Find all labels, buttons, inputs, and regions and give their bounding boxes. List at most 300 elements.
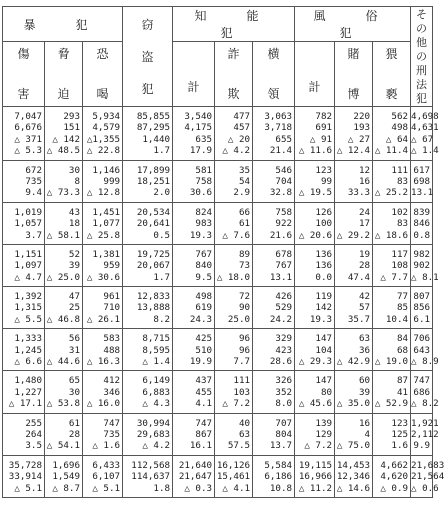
- cell-value: 758: [275, 206, 293, 218]
- table-cell: [335, 287, 373, 329]
- cell-value: △ 11.6: [298, 145, 333, 157]
- cell-value: 1,921: [411, 417, 439, 429]
- cell-value: 982: [413, 248, 431, 260]
- cell-value: 12,346: [336, 471, 371, 483]
- table-cell: [411, 287, 433, 329]
- cell-value: 111: [391, 164, 409, 176]
- cell-value: 40: [238, 417, 251, 429]
- cell-value: 326: [275, 375, 293, 387]
- cell-value: 583: [103, 333, 121, 345]
- table-cell: [3, 329, 45, 371]
- cell-value: 807: [413, 291, 431, 303]
- cell-value: △ 53.8: [46, 398, 80, 410]
- cell-value: 635: [195, 133, 213, 145]
- cell-value: 6,107: [92, 471, 121, 483]
- cell-value: 6.1: [413, 313, 431, 325]
- table-cell: [335, 244, 373, 286]
- cell-value: △ 6.6: [14, 356, 42, 368]
- cell-value: 8.2: [153, 313, 171, 325]
- table-cell: [373, 371, 411, 413]
- cell-value: △ 16.0: [86, 398, 121, 410]
- cell-value: 867: [195, 428, 213, 440]
- table-cell: [3, 371, 45, 413]
- table-cell: [253, 455, 295, 497]
- cell-value: 41: [396, 386, 409, 398]
- cell-value: 19.3: [189, 229, 213, 241]
- table-cell: [411, 455, 444, 497]
- cell-value: 73: [238, 260, 251, 272]
- table-cell: [123, 202, 173, 244]
- cell-value: 57: [358, 302, 371, 314]
- cell-value: 16.1: [189, 440, 213, 452]
- cell-value: 19,725: [136, 248, 171, 260]
- cell-value: 57.5: [227, 440, 251, 452]
- cell-value: 111: [233, 375, 251, 387]
- cell-value: 999: [103, 175, 121, 187]
- cell-value: 16: [358, 417, 371, 429]
- table-cell: [215, 244, 253, 286]
- cell-value: 80: [320, 386, 333, 398]
- cell-value: 39: [358, 386, 371, 398]
- cell-value: 33.3: [347, 187, 371, 199]
- cell-value: 20,534: [136, 206, 171, 218]
- table-row: [3, 455, 433, 497]
- cell-value: 1,146: [92, 164, 121, 176]
- cell-value: 28.6: [269, 356, 293, 368]
- table-cell: [215, 202, 253, 244]
- cell-value: 47.4: [347, 271, 371, 283]
- cell-value: 8.0: [275, 398, 293, 410]
- cell-value: △ 1.6: [92, 440, 121, 452]
- cell-value: 686: [413, 386, 431, 398]
- header-intellect-total: 計: [173, 42, 215, 107]
- cell-value: 19.9: [189, 356, 213, 368]
- cell-value: 425: [195, 333, 213, 345]
- table-cell: [373, 329, 411, 371]
- cell-value: 114,637: [131, 471, 171, 483]
- cell-value: 4,698: [411, 111, 439, 122]
- table-cell: [83, 413, 123, 455]
- cell-value: 68: [396, 344, 409, 356]
- header-theft-char3: 犯: [141, 81, 154, 96]
- cell-value: 139: [315, 417, 333, 429]
- cell-value: 747: [413, 375, 431, 387]
- table-cell: [83, 287, 123, 329]
- cell-value: 29,683: [136, 428, 171, 440]
- table-cell: [3, 455, 45, 497]
- cell-value: 706: [413, 333, 431, 345]
- cell-value: △ 12.4: [336, 145, 371, 157]
- cell-value: 63: [238, 428, 251, 440]
- cell-value: 5,584: [264, 459, 293, 471]
- cell-value: △ 58.1: [46, 229, 80, 241]
- cell-value: △ 4.7: [14, 271, 42, 283]
- header-fraud: 詐 欺: [215, 42, 253, 107]
- cell-value: 16,126: [216, 459, 251, 471]
- cell-value: 617: [413, 164, 431, 176]
- cell-value: 6,433: [92, 459, 121, 471]
- cell-value: 17: [358, 218, 371, 230]
- table-cell: [295, 329, 335, 371]
- cell-value: 52: [68, 248, 80, 260]
- cell-value: 4,175: [184, 122, 213, 134]
- table-cell: [45, 413, 83, 455]
- cell-value: 6,676: [14, 122, 42, 134]
- cell-value: 117: [391, 248, 409, 260]
- cell-value: 7,047: [14, 111, 42, 122]
- cell-value: 1,549: [52, 471, 80, 483]
- header-violent-crimes: 暴 犯: [3, 7, 123, 42]
- table-cell: [295, 371, 335, 413]
- cell-value: 704: [275, 175, 293, 187]
- table-cell: [173, 244, 215, 286]
- table-cell: [253, 160, 295, 202]
- cell-value: 8,715: [142, 333, 171, 345]
- cell-value: 25: [68, 302, 80, 314]
- cell-value: △ 29.3: [298, 356, 333, 368]
- table-cell: [45, 371, 83, 413]
- cell-value: 735: [25, 175, 42, 187]
- cell-value: 30.6: [189, 187, 213, 199]
- table-cell: [173, 413, 215, 455]
- table-cell: [295, 413, 335, 455]
- cell-value: 30,994: [136, 417, 171, 429]
- cell-value: 488: [103, 344, 121, 356]
- cell-value: 21,640: [178, 459, 213, 471]
- cell-value: 1,381: [92, 248, 121, 260]
- cell-value: 546: [275, 164, 293, 176]
- table-cell: [83, 244, 123, 286]
- cell-value: 457: [233, 122, 251, 134]
- cell-value: 7.7: [233, 356, 251, 368]
- cell-value: 767: [195, 248, 213, 260]
- table-cell: [215, 107, 253, 161]
- cell-value: △ 7.2: [222, 398, 251, 410]
- cell-value: 21,683: [411, 459, 444, 471]
- cell-value: 412: [103, 375, 121, 387]
- cell-value: 90: [238, 302, 251, 314]
- cell-value: △ 17.1: [8, 398, 42, 410]
- cell-value: 9.9: [413, 440, 431, 452]
- table-cell: [123, 107, 173, 161]
- cell-value: 39: [68, 260, 80, 272]
- cell-value: 959: [103, 260, 121, 272]
- cell-value: 4,631: [411, 122, 439, 134]
- cell-value: △ 20.6: [298, 229, 333, 241]
- header-gambling: 賭 博: [335, 42, 373, 107]
- cell-value: 136: [315, 260, 333, 272]
- cell-value: 352: [275, 386, 293, 398]
- cell-value: 824: [195, 206, 213, 218]
- table-cell: [45, 244, 83, 286]
- cell-value: 36: [358, 344, 371, 356]
- cell-value: 28: [358, 260, 371, 272]
- cell-value: 136: [315, 248, 333, 260]
- cell-value: △ 4.2: [222, 145, 251, 157]
- table-cell: [253, 413, 295, 455]
- table-cell: [123, 244, 173, 286]
- cell-value: △ 46.8: [46, 313, 80, 325]
- cell-value: 112,568: [131, 459, 171, 471]
- table-cell: [335, 455, 373, 497]
- cell-value: △ 64: [385, 133, 409, 145]
- cell-value: △ 25.8: [86, 229, 121, 241]
- cell-value: 35.7: [347, 313, 371, 325]
- cell-value: 35,728: [8, 459, 42, 471]
- cell-value: 35: [238, 164, 251, 176]
- cell-value: 77: [396, 291, 409, 303]
- cell-value: △ 75.0: [336, 440, 371, 452]
- cell-value: 710: [103, 302, 121, 314]
- cell-value: 2,112: [411, 428, 439, 440]
- cell-value: △ 25.0: [46, 271, 80, 283]
- cell-value: 24: [358, 206, 371, 218]
- cell-value: 30: [68, 164, 80, 176]
- cell-value: 129: [315, 428, 333, 440]
- cell-value: 1,227: [14, 386, 42, 398]
- table-cell: [123, 287, 173, 329]
- cell-value: △ 5.3: [14, 145, 42, 157]
- table-cell: [3, 244, 45, 286]
- cell-value: 125: [391, 428, 409, 440]
- cell-value: 123: [315, 164, 333, 176]
- cell-value: 0.8: [413, 229, 431, 241]
- cell-value: 63: [358, 333, 371, 345]
- cell-value: △ 45.6: [298, 398, 333, 410]
- table-cell: [253, 287, 295, 329]
- cell-value: 4,662: [380, 459, 409, 471]
- cell-value: 4,620: [380, 471, 409, 483]
- table-cell: [173, 455, 215, 497]
- table-cell: [295, 160, 335, 202]
- cell-value: 31: [68, 344, 80, 356]
- cell-value: 437: [195, 375, 213, 387]
- table-cell: [373, 287, 411, 329]
- cell-value: 42: [358, 291, 371, 303]
- cell-value: 96: [238, 333, 251, 345]
- cell-value: 840: [195, 260, 213, 272]
- cell-value: △ 73.3: [46, 187, 80, 199]
- cell-value: 782: [315, 111, 333, 122]
- cell-value: △ 0.3: [184, 482, 213, 494]
- table-cell: [123, 329, 173, 371]
- table-cell: [83, 455, 123, 497]
- table-cell: [335, 329, 373, 371]
- cell-value: 1,245: [14, 344, 42, 356]
- cell-value: 707: [275, 417, 293, 429]
- cell-value: 922: [275, 218, 293, 230]
- cell-value: △ 7.2: [304, 440, 333, 452]
- cell-value: 18,251: [136, 175, 171, 187]
- table-cell: [411, 244, 439, 286]
- table-cell: [215, 329, 253, 371]
- cell-value: 21.6: [269, 229, 293, 241]
- cell-value: △ 14.6: [336, 482, 371, 494]
- cell-value: △ 48.5: [46, 145, 80, 157]
- cell-value: △ 16.3: [86, 356, 121, 368]
- table-cell: [3, 202, 45, 244]
- cell-value: △ 29.2: [336, 229, 371, 241]
- cell-value: △1,355: [86, 133, 121, 145]
- cell-value: △ 27: [347, 133, 371, 145]
- cell-value: △ 18.6: [374, 229, 409, 241]
- cell-value: 119: [315, 291, 333, 303]
- cell-value: 6,186: [264, 471, 293, 483]
- table-cell: [411, 160, 433, 202]
- header-obscenity: 猥 褻: [373, 42, 411, 107]
- table-cell: [295, 202, 335, 244]
- cell-value: 147: [315, 375, 333, 387]
- cell-value: 3,063: [264, 111, 293, 122]
- cell-value: 102: [391, 206, 409, 218]
- cell-value: 123: [391, 417, 409, 429]
- cell-value: △ 44.6: [46, 356, 80, 368]
- table-cell: [253, 371, 295, 413]
- cell-value: 89: [238, 248, 251, 260]
- cell-value: 142: [315, 302, 333, 314]
- cell-value: 13.7: [269, 440, 293, 452]
- table-cell: [45, 160, 83, 202]
- cell-value: 43: [68, 206, 80, 218]
- cell-value: 54: [238, 175, 251, 187]
- cell-value: 10.8: [269, 482, 293, 494]
- cell-value: △ 7.6: [222, 229, 251, 241]
- table-cell: [45, 287, 83, 329]
- cell-value: △ 52.9: [374, 398, 409, 410]
- table-cell: [3, 160, 45, 202]
- table-cell: [295, 244, 335, 286]
- cell-value: △ 35.0: [336, 398, 371, 410]
- cell-value: 1,077: [92, 218, 121, 230]
- cell-value: 16: [358, 175, 371, 187]
- cell-value: △ 142: [52, 133, 80, 145]
- cell-value: 1,057: [14, 218, 42, 230]
- cell-value: 87: [396, 375, 409, 387]
- cell-value: △ 8.2: [411, 398, 439, 410]
- cell-value: △ 5.1: [14, 482, 42, 494]
- cell-value: 1,151: [14, 248, 42, 260]
- table-cell: [295, 455, 335, 497]
- table-cell: [253, 107, 295, 161]
- table-cell: [83, 202, 123, 244]
- cell-value: 17,899: [136, 164, 171, 176]
- cell-value: 21.4: [269, 145, 293, 157]
- cell-value: 5,934: [92, 111, 121, 122]
- cell-value: 65: [68, 375, 80, 387]
- cell-value: △ 22.8: [86, 145, 121, 157]
- cell-value: 1,315: [14, 302, 42, 314]
- cell-value: 21,647: [178, 471, 213, 483]
- cell-value: 220: [353, 111, 371, 122]
- cell-value: 1,480: [14, 375, 42, 387]
- table-cell: [411, 329, 439, 371]
- cell-value: 20,067: [136, 260, 171, 272]
- cell-value: 581: [195, 164, 213, 176]
- cell-value: 104: [315, 344, 333, 356]
- cell-value: △ 8.7: [52, 482, 80, 494]
- cell-value: 477: [233, 111, 251, 122]
- table-cell: [45, 202, 83, 244]
- table-row: [3, 413, 433, 455]
- cell-value: △ 4.2: [142, 440, 171, 452]
- cell-value: 747: [195, 417, 213, 429]
- cell-value: 14,453: [336, 459, 371, 471]
- table-cell: [173, 287, 215, 329]
- cell-value: △ 4.3: [142, 398, 171, 410]
- table-cell: [215, 371, 253, 413]
- cell-value: 3.7: [25, 229, 42, 241]
- cell-value: △ 8.1: [411, 271, 439, 283]
- cell-value: △ 19.0: [374, 356, 409, 368]
- cell-value: 0.5: [153, 229, 171, 241]
- cell-value: 72: [238, 291, 251, 303]
- cell-value: 126: [315, 206, 333, 218]
- cell-value: 1.6: [391, 440, 409, 452]
- cell-value: 735: [103, 428, 121, 440]
- cell-value: 1,019: [14, 206, 42, 218]
- cell-value: 6,883: [142, 386, 171, 398]
- cell-value: 856: [413, 302, 431, 314]
- cell-value: 498: [391, 122, 409, 134]
- cell-value: 103: [233, 386, 251, 398]
- table-cell: [45, 107, 83, 161]
- cell-value: 83: [396, 218, 409, 230]
- cell-value: 108: [391, 260, 409, 272]
- cell-value: 255: [25, 417, 42, 429]
- cell-value: 804: [275, 428, 293, 440]
- cell-value: △ 67: [411, 133, 434, 145]
- table-row: [3, 329, 433, 371]
- cell-value: 747: [103, 417, 121, 429]
- table-row: [3, 107, 433, 161]
- cell-value: 1.8: [153, 482, 171, 494]
- table-cell: [45, 455, 83, 497]
- cell-value: 33,914: [8, 471, 42, 483]
- table-cell: [173, 329, 215, 371]
- cell-value: 264: [25, 428, 42, 440]
- cell-value: 83: [396, 175, 409, 187]
- cell-value: 655: [275, 133, 293, 145]
- cell-value: 25.0: [227, 313, 251, 325]
- cell-value: 12,833: [136, 291, 171, 303]
- table-cell: [215, 160, 253, 202]
- cell-value: △ 91: [309, 133, 333, 145]
- cell-value: 61: [68, 417, 80, 429]
- table-cell: [83, 371, 123, 413]
- cell-value: △ 4.1: [222, 482, 251, 494]
- cell-value: 423: [275, 344, 293, 356]
- cell-value: 758: [195, 175, 213, 187]
- cell-value: 32.8: [269, 187, 293, 199]
- cell-value: △ 0.9: [380, 482, 409, 494]
- table-cell: [411, 413, 439, 455]
- header-theft: [123, 7, 173, 107]
- header-embezzlement: 横 領: [253, 42, 295, 107]
- header-morals-crimes: 風 俗 犯: [295, 7, 411, 42]
- table-cell: [373, 107, 411, 161]
- table-cell: [83, 329, 123, 371]
- cell-value: 691: [315, 122, 333, 134]
- table-cell: [295, 287, 335, 329]
- header-theft-char1: 窃: [141, 17, 154, 32]
- table-cell: [123, 371, 173, 413]
- cell-value: △ 5.1: [92, 482, 121, 494]
- table-cell: [411, 107, 439, 161]
- cell-value: 84: [396, 333, 409, 345]
- header-threat: 脅 迫: [45, 42, 83, 107]
- cell-value: 1,440: [142, 133, 171, 145]
- cell-value: 698: [413, 175, 431, 187]
